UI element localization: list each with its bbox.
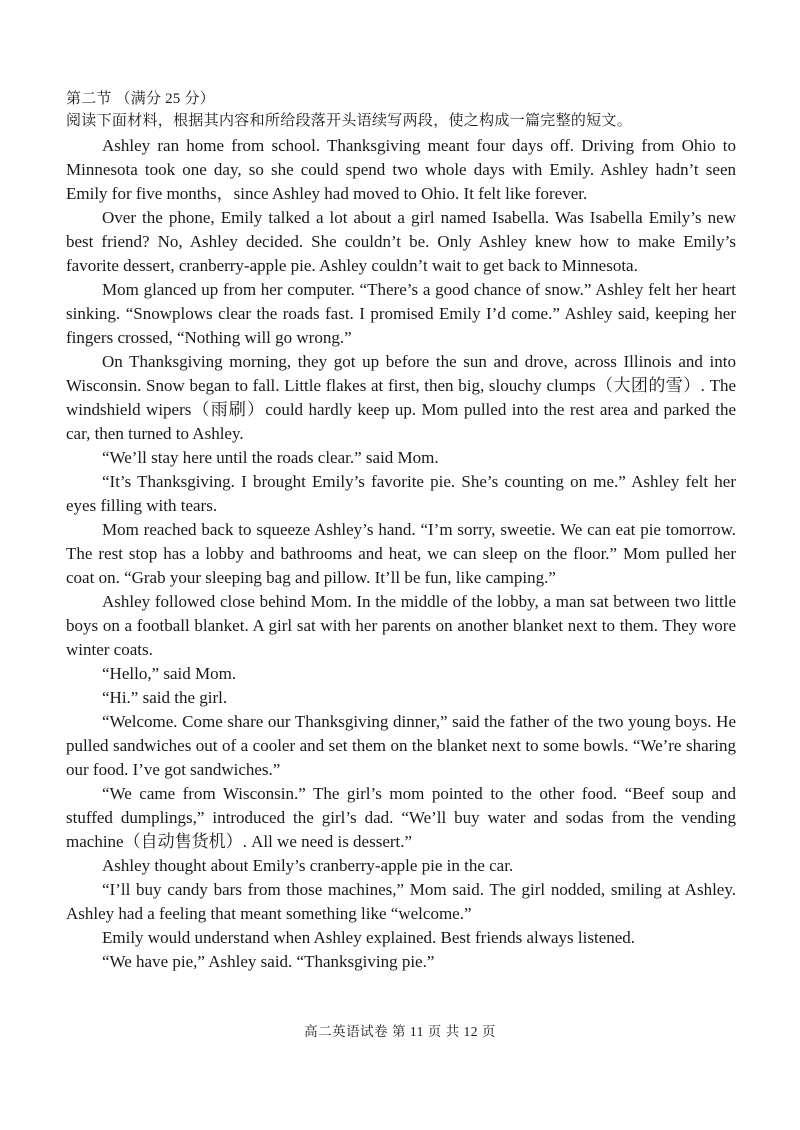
paragraph-9: “Hello,” said Mom. <box>102 664 237 683</box>
paragraph-1: Ashley ran home from school. Thanksgiving meant four days off. Driving from Ohio to Minnesota took one day, so she could spend two whole days with Emily. Ashley hadn’t seen Emily for five months，since Ashley had moved to Ohio. It felt like forever. <box>66 136 736 203</box>
paragraph-7: Mom reached back to squeeze Ashley’s hand. “I’m sorry, sweetie. We can eat pie tomorrow. The rest stop has a lobby and bathrooms and heat, we can sleep on the floor.” Mom pulled her coat on. “Grab your sleeping bag and pillow. It’ll be fun, like camping.” <box>66 520 736 587</box>
paragraph-4: On Thanksgiving morning, they got up before the sun and drove, across Illinois and into Wisconsin. Snow began to fall. Little flakes at first, then big, slouchy clumps（大团的雪）. The windshield wipers（雨刷）could hardly keep up. Mom pulled into the rest area and parked the car, then turned to Ashley. <box>66 352 736 443</box>
paragraph-14: “I’ll buy candy bars from those machines,” Mom said. The girl nodded, smiling at Ashley. Ashley had a feeling that meant something like “welcome.” <box>66 880 736 923</box>
paragraph-15: Emily would understand when Ashley explained. Best friends always listened. <box>102 928 636 947</box>
section-heading: 第二节 （满分 25 分） <box>66 91 215 107</box>
page-footer: 高二英语试卷 第 11 页 共 12 页 <box>304 1024 496 1039</box>
paragraph-2: Over the phone, Emily talked a lot about a girl named Isabella. Was Isabella Emily’s new best friend? No, Ashley decided. She couldn’t be. Only Ashley knew how to make Emily’s favorite dessert, cranberry-apple pie. Ashley couldn’t wait to get back to Minnesota. <box>66 208 736 275</box>
paragraph-6: “It’s Thanksgiving. I brought Emily’s favorite pie. She’s counting on me.” Ashley felt her eyes filling with tears. <box>66 472 736 515</box>
paragraph-10: “Hi.” said the girl. <box>102 688 228 707</box>
page-content <box>66 89 736 974</box>
paragraph-12: “We came from Wisconsin.” The girl’s mom pointed to the other food. “Beef soup and stuffed dumplings,” introduced the girl’s dad. “We’ll buy water and sodas from the vending machine（自动售货机）. All we need is dessert.” <box>66 784 736 851</box>
paragraph-8: Ashley followed close behind Mom. In the middle of the lobby, a man sat between two little boys on a football blanket. A girl sat with her parents on another blanket next to them. They wore winter coats. <box>66 592 736 659</box>
paragraph-5: “We’ll stay here until the roads clear.” said Mom. <box>102 448 439 467</box>
paragraph-11: “Welcome. Come share our Thanksgiving dinner,” said the father of the two young boys. He pulled sandwiches out of a cooler and set them on the blanket next to some bowls. “We’re sharing our food. I’ve got sandwiches.” <box>66 712 736 779</box>
paragraph-16: “We have pie,” Ashley said. “Thanksgiving pie.” <box>102 952 435 971</box>
paragraph-13: Ashley thought about Emily’s cranberry-apple pie in the car. <box>102 856 514 875</box>
paragraph-3: Mom glanced up from her computer. “There’s a good chance of snow.” Ashley felt her heart sinking. “Snowplows clear the roads fast. I promised Emily I’d come.” Ashley said, keeping her fingers crossed, “Nothing will go wrong.” <box>66 280 736 347</box>
instruction-text: 阅读下面材料，根据其内容和所给段落开头语续写两段，使之构成一篇完整的短文。 <box>66 113 633 129</box>
